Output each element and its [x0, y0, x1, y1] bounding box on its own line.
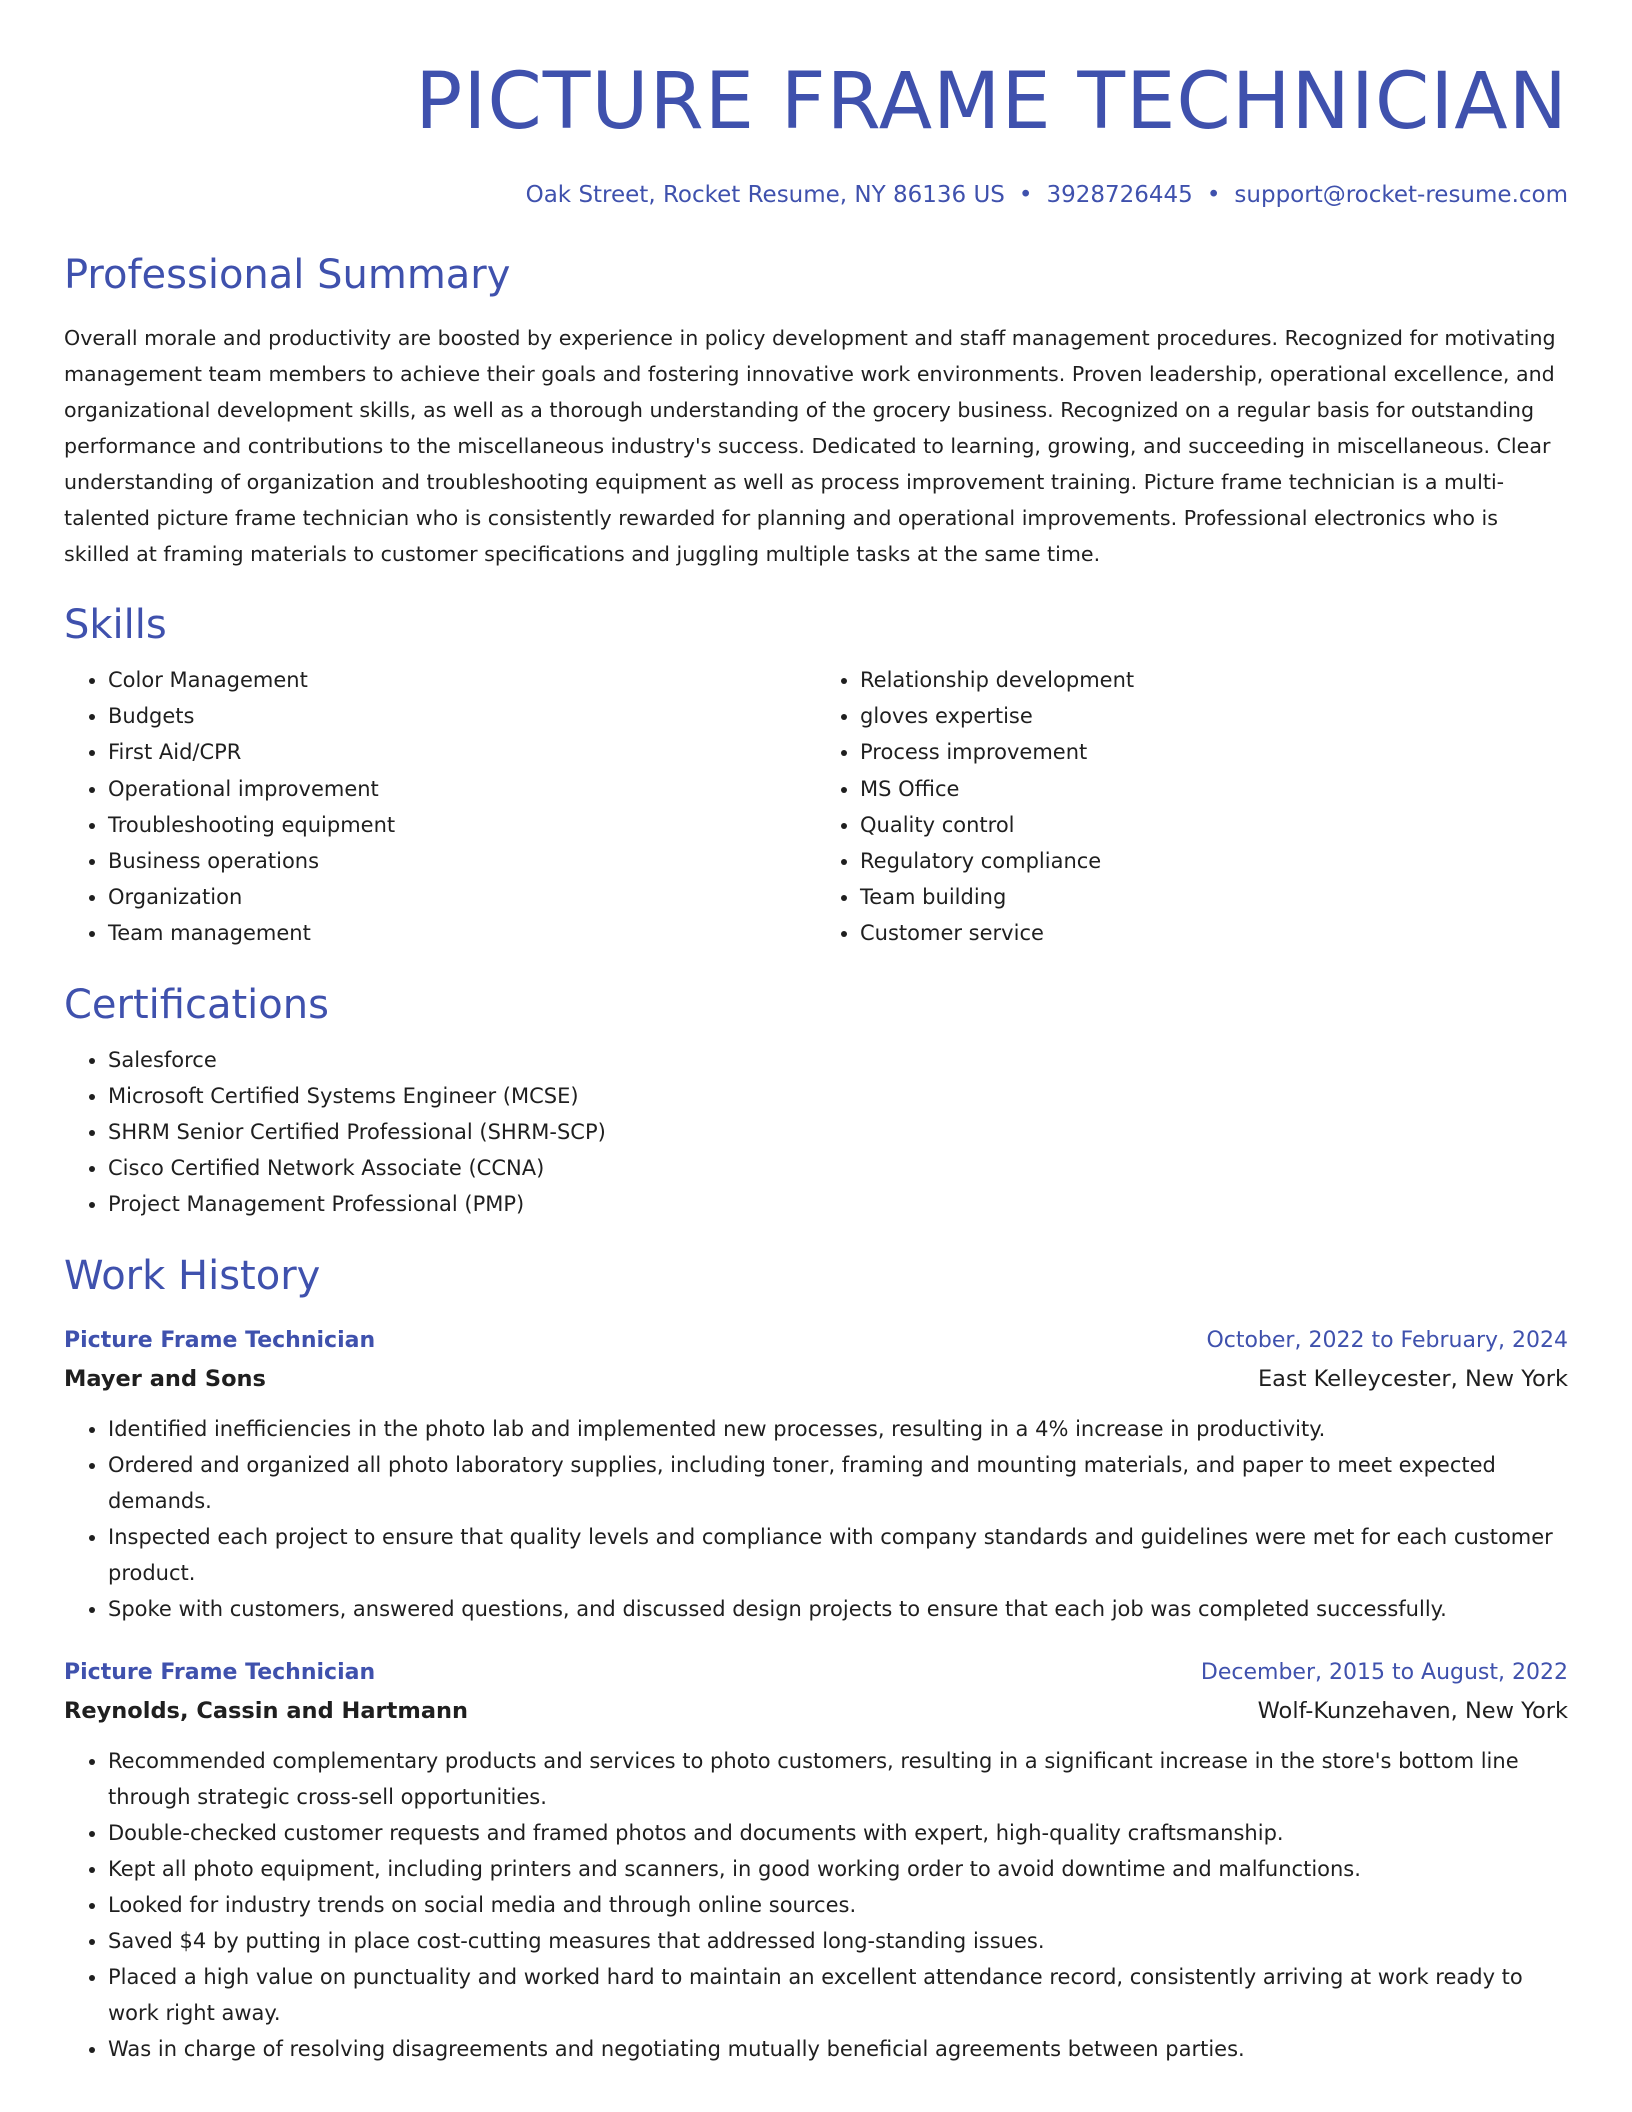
job-location: Wolf-Kunzehaven, New York [1257, 1697, 1568, 1724]
certification-item: • Salesforce [108, 1042, 1568, 1078]
skill-item: • Team building [860, 879, 1568, 915]
job-bullet: • Looked for industry trends on social media and through online sources. [108, 1887, 1568, 1923]
skill-item: • Regulatory compliance [860, 843, 1568, 879]
job-bullet: • Double-checked customer requests and framed photos and documents with expert, high-quality craftsmanship. [108, 1815, 1568, 1851]
skill-item: • Operational improvement [108, 771, 816, 807]
section-title-certifications: Certifications [64, 981, 329, 1028]
section-title-summary: Professional Summary [64, 252, 511, 298]
section-title-work-history: Work History [64, 1252, 321, 1299]
skill-item: • First Aid/CPR [108, 734, 816, 770]
job-entry [64, 1323, 1568, 1627]
job-dates: October, 2022 to February, 2024 [1206, 1327, 1568, 1353]
job-bullet: • Inspected each project to ensure that quality levels and compliance with company standards and guidelines were met for each customer product. [108, 1519, 1568, 1591]
job-bullet: • Ordered and organized all photo laboratory supplies, including toner, framing and mounting materials, and paper to meet expected demands. [108, 1447, 1568, 1519]
contact-phone[interactable]: 3928726445 [1046, 182, 1193, 208]
skill-item: • Quality control [860, 807, 1568, 843]
contact-email[interactable]: support@rocket-resume.com [1234, 182, 1568, 208]
job-title: Picture Frame Technician [64, 1659, 376, 1685]
job-bullet: • Kept all photo equipment, including printers and scanners, in good working order to avoid downtime and malfunctions. [108, 1851, 1568, 1887]
job-dates: December, 2015 to August, 2022 [1200, 1659, 1568, 1685]
certifications-list [64, 1042, 1568, 1223]
skill-item: • gloves expertise [860, 698, 1568, 734]
job-bullet: • Recommended complementary products and services to photo customers, resulting in a significant increase in the store's bottom line through strategic cross-sell opportunities. [108, 1743, 1568, 1815]
skills-grid [64, 662, 1568, 952]
job-bullets [64, 1411, 1568, 1627]
skills-list-left [64, 662, 816, 952]
job-bullet: • Spoke with customers, answered questions, and discussed design projects to ensure that each job was completed successfully. [108, 1591, 1568, 1627]
skill-item: • Business operations [108, 843, 816, 879]
job-bullet: • Placed a high value on punctuality and worked hard to maintain an excellent attendance record, consistently arriving at work ready to work right away. [108, 1959, 1568, 2031]
skill-item: • Customer service [860, 915, 1568, 951]
job-bullets [64, 1743, 1568, 2067]
contact-address: Oak Street, Rocket Resume, NY 86136 US [525, 182, 1005, 208]
job-company: Mayer and Sons [64, 1365, 266, 1392]
job-header-row [64, 1323, 1568, 1359]
resume-name: PICTURE FRAME TECHNICIAN [415, 57, 1568, 147]
skills-list-right [816, 662, 1568, 952]
job-company-row [64, 1691, 1568, 1731]
contact-separator: • [1018, 182, 1033, 208]
job-bullet: • Identified inefficiencies in the photo lab and implemented new processes, resulting in a 4% increase in productivity. [108, 1411, 1568, 1447]
section-title-skills: Skills [64, 602, 167, 648]
job-location: East Kelleycester, New York [1257, 1365, 1568, 1392]
job-company-row [64, 1359, 1568, 1399]
job-entry [64, 1655, 1568, 2067]
certification-item: • Cisco Certified Network Associate (CCNA) [108, 1150, 1568, 1186]
job-bullet: • Was in charge of resolving disagreements and negotiating mutually beneficial agreements between parties. [108, 2031, 1568, 2067]
skill-item: • Process improvement [860, 734, 1568, 770]
certification-item: • Microsoft Certified Systems Engineer (MCSE) [108, 1078, 1568, 1114]
skill-item: • Team management [108, 915, 816, 951]
skill-item: • Budgets [108, 698, 816, 734]
job-title: Picture Frame Technician [64, 1327, 376, 1353]
job-bullet: • Saved $4 by putting in place cost-cutting measures that addressed long-standing issues. [108, 1923, 1568, 1959]
contact-separator: • [1206, 182, 1221, 208]
certification-item: • Project Management Professional (PMP) [108, 1186, 1568, 1222]
skill-item: • Color Management [108, 662, 816, 698]
certification-item: • SHRM Senior Certified Professional (SHRM-SCP) [108, 1114, 1568, 1150]
resume-page [64, 0, 1568, 2067]
summary-text: Overall morale and productivity are boosted by experience in policy development and staff management procedures. Recognized for motivating management team members to achieve their goals and fostering innovative work environments. Proven leadership, operational excellence, and organizational development skills, as well as a thorough understanding of the grocery business. Recognized on a regular basis for outstanding performance and contributions to the miscellaneous industry's success. Dedicated to learning, growing, and succeeding in miscellaneous. Clear understanding of organization and troubleshooting equipment as well as process improvement training. Picture frame technician is a multi-talented picture frame technician who is consistently rewarded for planning and operational improvements. Professional electronics who is skilled at framing materials to customer specifications and juggling multiple tasks at the same time. [64, 326, 1556, 566]
skill-item: • Organization [108, 879, 816, 915]
skill-item: • MS Office [860, 771, 1568, 807]
skill-item: • Troubleshooting equipment [108, 807, 816, 843]
contact-line [64, 180, 1568, 210]
job-header-row [64, 1655, 1568, 1691]
job-company: Reynolds, Cassin and Hartmann [64, 1697, 469, 1724]
skill-item: • Relationship development [860, 662, 1568, 698]
